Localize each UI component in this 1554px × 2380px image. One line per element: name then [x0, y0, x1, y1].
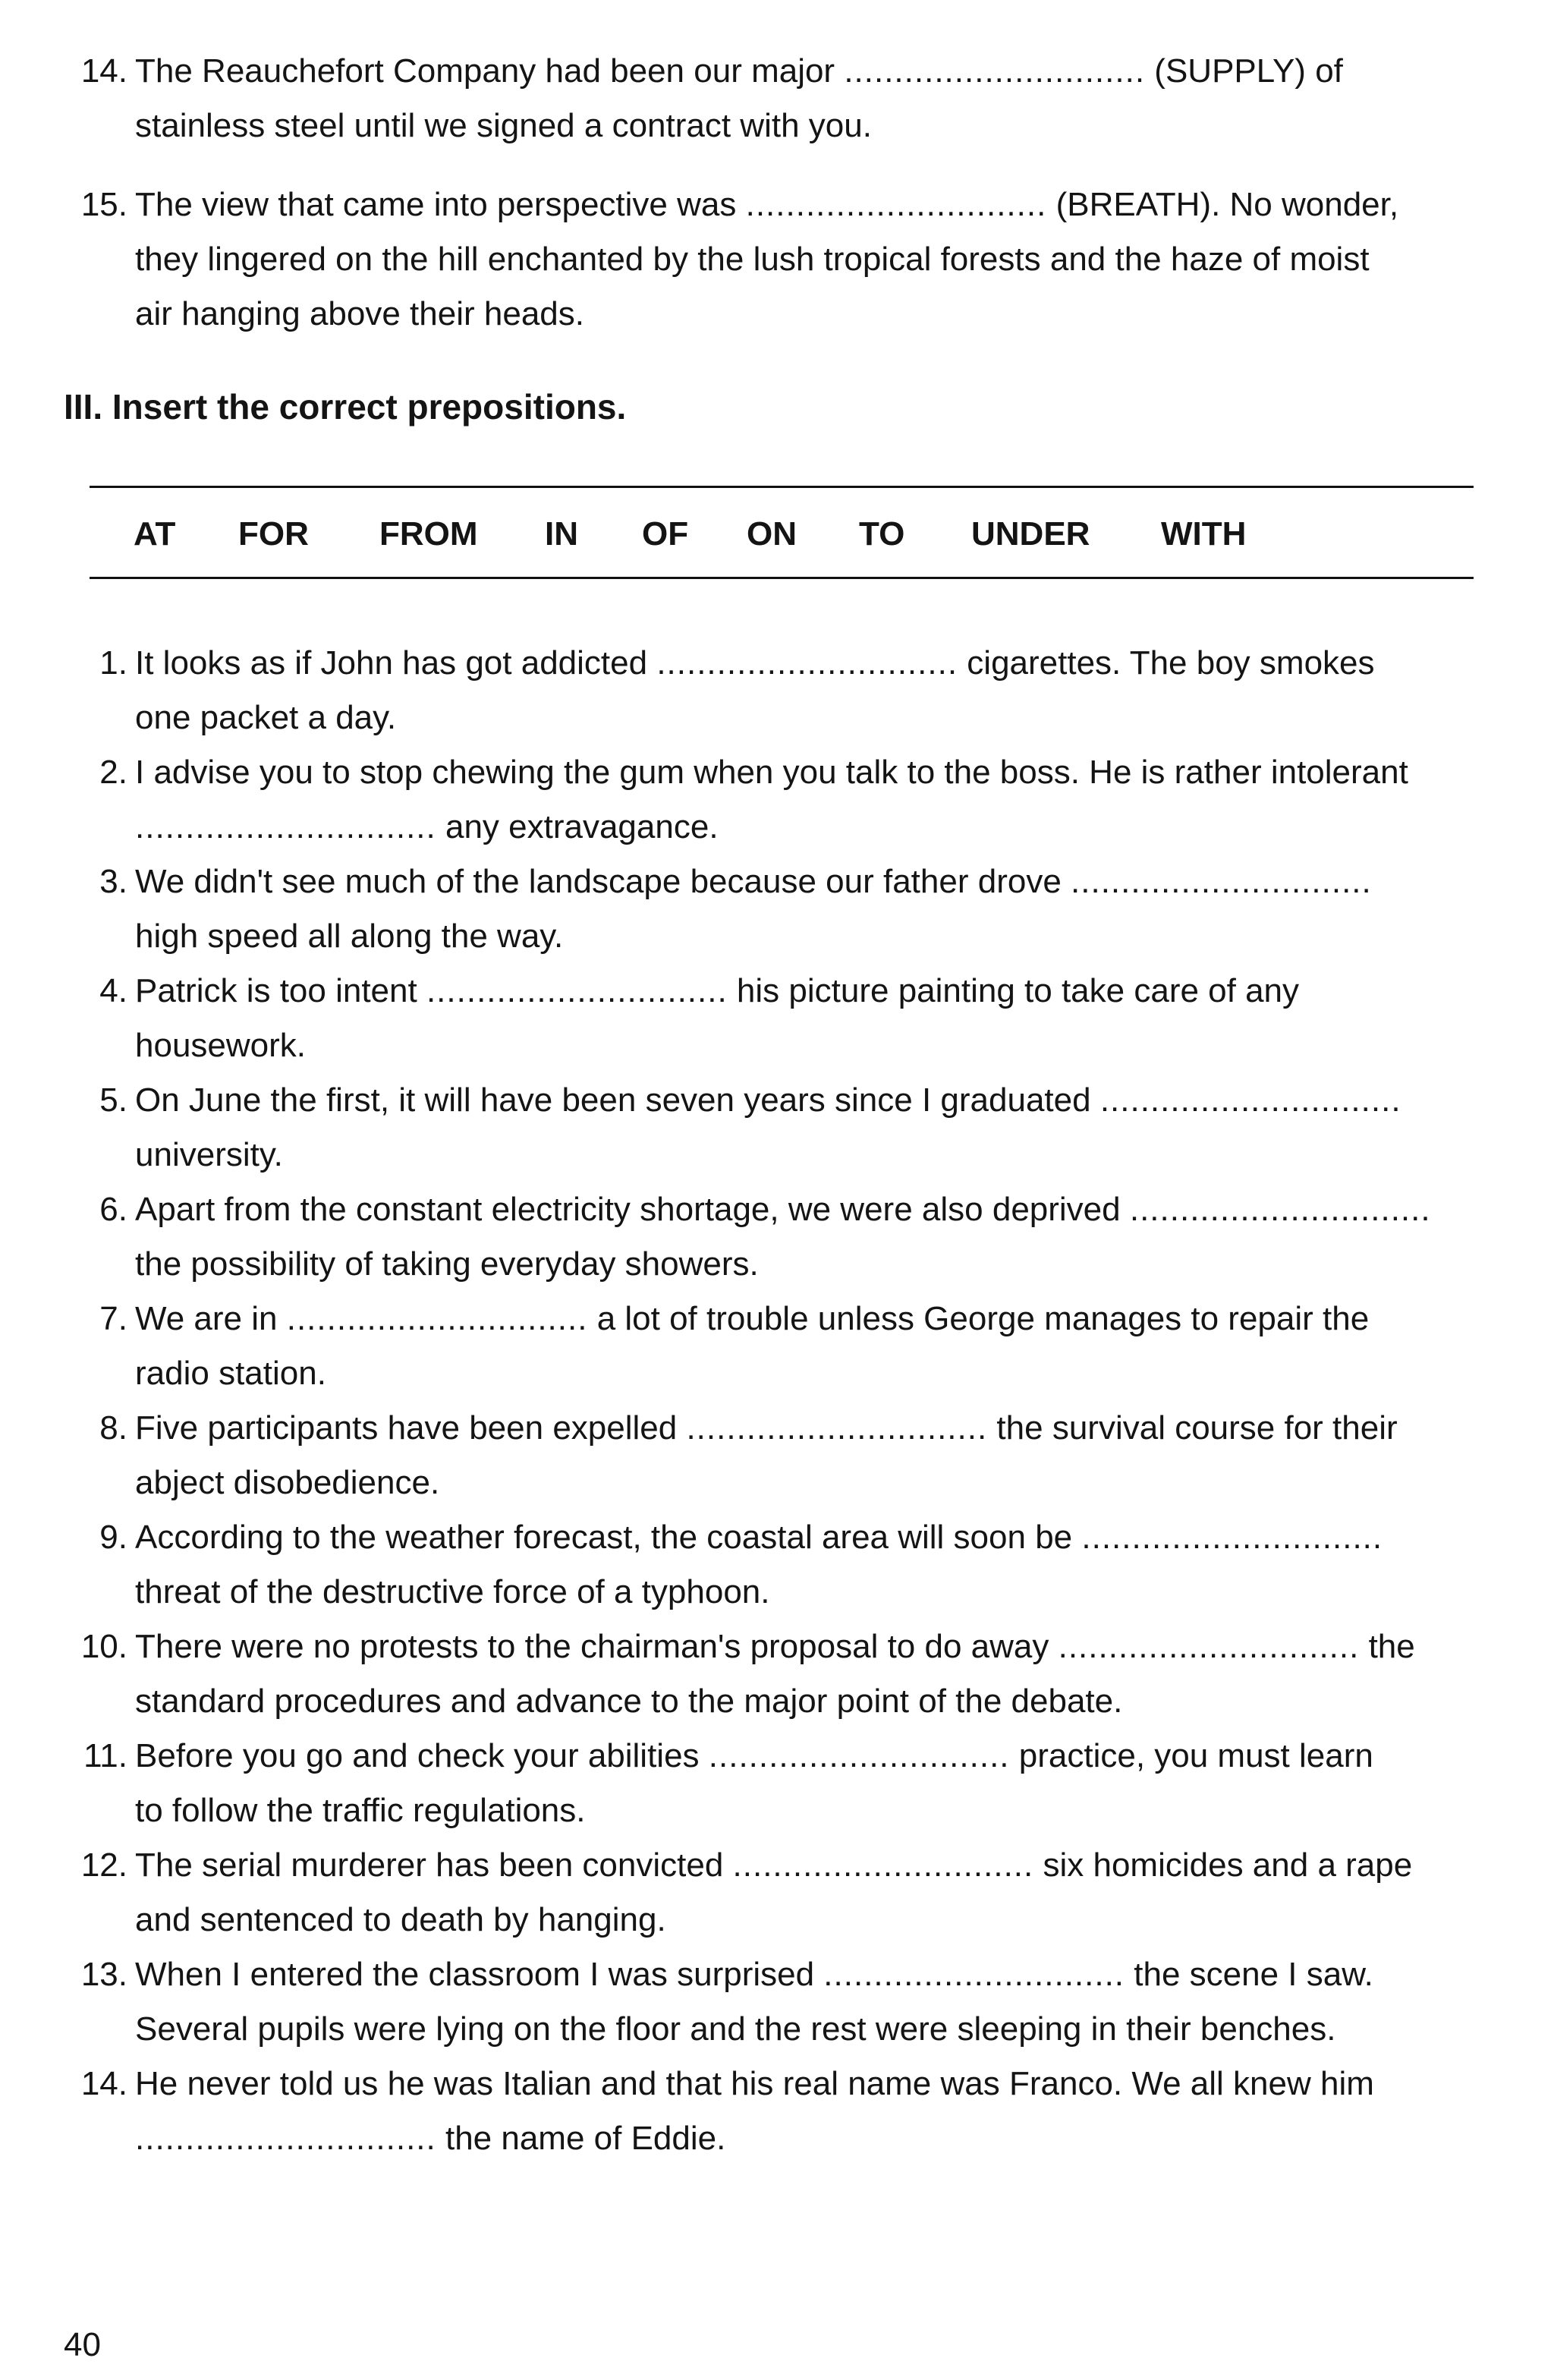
item-line — [135, 2002, 1505, 2057]
exercise-item — [64, 1401, 1505, 1510]
item-text — [135, 1510, 1505, 1620]
item-number: 4. — [99, 972, 127, 1009]
text-segment: the survival course for their — [987, 1409, 1398, 1447]
exercise-item — [64, 1182, 1505, 1292]
text-segment: When I entered the classroom I was surprised — [135, 1956, 824, 1993]
text-segment: the name of Eddie. — [436, 2120, 726, 2157]
item-text — [135, 745, 1505, 855]
text-segment: abject disobedience. — [135, 1464, 440, 1501]
text-segment: Patrick is too intent — [135, 972, 426, 1009]
exercise-item — [64, 964, 1505, 1073]
item-line — [135, 1182, 1505, 1237]
answer-blank[interactable]: .............................. — [745, 186, 1047, 223]
item-line — [135, 99, 1505, 153]
text-segment: radio station. — [135, 1355, 326, 1392]
answer-blank[interactable]: .............................. — [135, 2120, 436, 2157]
exercise-item — [64, 1729, 1505, 1838]
item-number: 2. — [99, 754, 127, 791]
item-text — [135, 1620, 1505, 1729]
item-line — [135, 1128, 1505, 1182]
item-text — [135, 1182, 1505, 1292]
item-line — [135, 1292, 1505, 1346]
text-segment: Several pupils were lying on the floor and the rest were sleeping in their benches. — [135, 2010, 1336, 2048]
word-bank-item: OF — [642, 515, 689, 552]
item-number: 5. — [99, 1081, 127, 1119]
item-line — [135, 1620, 1505, 1674]
item-line — [135, 178, 1505, 232]
word-bank-item: TO — [859, 515, 905, 552]
text-segment: The serial murderer has been convicted — [135, 1846, 733, 1884]
word-bank-item: FROM — [379, 515, 478, 552]
answer-blank[interactable]: .............................. — [426, 972, 728, 1009]
exercise-item — [64, 1292, 1505, 1401]
item-line — [135, 1674, 1505, 1729]
item-number: 6. — [99, 1191, 127, 1228]
word-bank-item: FOR — [238, 515, 309, 552]
text-segment: stainless steel until we signed a contract with you. — [135, 107, 872, 144]
item-line — [135, 1510, 1505, 1565]
word-bank-item: WITH — [1161, 515, 1247, 552]
text-segment: On June the first, it will have been seven years since I graduated — [135, 1081, 1100, 1119]
item-line — [135, 1346, 1505, 1401]
text-segment: There were no protests to the chairman's proposal to do away — [135, 1628, 1059, 1665]
text-segment: The view that came into perspective was — [135, 186, 746, 223]
item-line — [135, 1073, 1505, 1128]
item-number: 8. — [99, 1409, 127, 1447]
text-segment: We didn't see much of the landscape because our father drove — [135, 863, 1071, 900]
item-text — [135, 178, 1505, 342]
text-segment: According to the weather forecast, the coastal area will soon be — [135, 1519, 1082, 1556]
item-line — [135, 287, 1505, 342]
text-segment: the possibility of taking everyday showers. — [135, 1245, 759, 1283]
item-number: 15. — [80, 186, 127, 223]
item-line — [135, 800, 1505, 855]
item-line — [135, 1947, 1505, 2002]
exercise-item — [64, 2057, 1505, 2166]
exercise-item — [64, 1510, 1505, 1620]
item-line — [135, 964, 1505, 1018]
text-segment: to follow the traffic regulations. — [135, 1792, 586, 1829]
item-line — [135, 1018, 1505, 1073]
item-line — [135, 855, 1505, 909]
item-text — [135, 964, 1505, 1073]
item-number: 3. — [99, 863, 127, 900]
item-number: 11. — [83, 1737, 127, 1774]
answer-blank[interactable]: .............................. — [732, 1846, 1034, 1884]
word-bank-item: ON — [747, 515, 797, 552]
item-text — [135, 1729, 1505, 1838]
item-line — [135, 909, 1505, 964]
exercise-item — [64, 178, 1505, 342]
item-text — [135, 1073, 1505, 1182]
word-bank-item: UNDER — [971, 515, 1090, 552]
exercise-item — [64, 1947, 1505, 2057]
text-segment: air hanging above their heads. — [135, 295, 584, 332]
answer-blank[interactable]: .............................. — [708, 1737, 1010, 1774]
item-number: 9. — [99, 1519, 127, 1556]
answer-blank[interactable]: .............................. — [823, 1956, 1125, 1993]
item-line — [135, 691, 1505, 745]
exercise-item — [64, 745, 1505, 855]
item-line — [135, 1565, 1505, 1620]
word-bank-item: AT — [134, 515, 176, 552]
item-number: 14. — [80, 2065, 127, 2102]
exercise-item — [64, 636, 1505, 745]
page-number: 40 — [64, 2326, 101, 2363]
answer-blank[interactable]: .............................. — [1071, 863, 1372, 900]
item-text — [135, 1947, 1505, 2057]
text-segment: and sentenced to death by hanging. — [135, 1901, 666, 1938]
text-segment: threat of the destructive force of a typhoon. — [135, 1573, 770, 1610]
item-text — [135, 2057, 1505, 2166]
item-line — [135, 1783, 1505, 1838]
text-segment: (SUPPLY) of — [1145, 52, 1343, 90]
text-segment: We are in — [135, 1300, 287, 1337]
exercise-item — [64, 44, 1505, 153]
word-bank-item: IN — [545, 515, 578, 552]
text-segment: It looks as if John has got addicted — [135, 644, 657, 682]
item-line — [135, 745, 1505, 800]
text-segment: cigarettes. The boy smokes — [958, 644, 1375, 682]
item-text — [135, 44, 1505, 153]
item-line — [135, 1893, 1505, 1947]
item-number: 13. — [80, 1956, 127, 1993]
text-segment: standard procedures and advance to the major point of the debate. — [135, 1683, 1123, 1720]
text-segment: He never told us he was Italian and that his real name was Franco. We all knew him — [135, 2065, 1374, 2102]
word-bank — [90, 507, 1474, 562]
item-text — [135, 1838, 1505, 1947]
answer-blank[interactable]: .............................. — [686, 1409, 988, 1447]
item-number: 1. — [99, 644, 127, 682]
text-segment: his picture painting to take care of any — [727, 972, 1300, 1009]
text-segment: any extravagance. — [436, 808, 719, 845]
text-segment: a lot of trouble unless George manages to repair the — [587, 1300, 1370, 1337]
answer-blank[interactable]: .............................. — [1099, 1081, 1401, 1119]
exercise-item — [64, 1620, 1505, 1729]
text-segment: one packet a day. — [135, 699, 397, 736]
answer-blank[interactable]: .............................. — [844, 52, 1146, 90]
answer-blank[interactable]: .............................. — [135, 808, 436, 845]
text-segment: I advise you to stop chewing the gum when you talk to the boss. He is rather intolerant — [135, 754, 1408, 791]
text-segment: they lingered on the hill enchanted by the lush tropical forests and the haze of moist — [135, 241, 1370, 278]
answer-blank[interactable]: .............................. — [286, 1300, 588, 1337]
item-line — [135, 1401, 1505, 1456]
text-segment: (BREATH). No wonder, — [1046, 186, 1399, 223]
text-segment: Five participants have been expelled — [135, 1409, 687, 1447]
text-segment: Before you go and check your abilities — [135, 1737, 709, 1774]
item-line — [135, 44, 1505, 99]
item-line — [135, 2111, 1505, 2166]
exercise-item — [64, 1838, 1505, 1947]
item-line — [135, 1237, 1505, 1292]
text-segment: high speed all along the way. — [135, 918, 564, 955]
item-number: 10. — [80, 1628, 127, 1665]
item-line — [135, 1838, 1505, 1893]
text-segment: practice, you must learn — [1009, 1737, 1373, 1774]
item-line — [135, 1456, 1505, 1510]
answer-blank[interactable]: .............................. — [1058, 1628, 1360, 1665]
item-line — [135, 636, 1505, 691]
exercise-item — [64, 1073, 1505, 1182]
section-heading: III. Insert the correct prepositions. — [64, 387, 627, 427]
text-segment: the scene I saw. — [1125, 1956, 1373, 1993]
item-text — [135, 855, 1505, 964]
item-line — [135, 1729, 1505, 1783]
text-segment: housework. — [135, 1027, 307, 1064]
item-number: 7. — [99, 1300, 127, 1337]
answer-blank[interactable]: .............................. — [1129, 1191, 1431, 1228]
text-segment: The Reauchefort Company had been our major — [135, 52, 845, 90]
answer-blank[interactable]: .............................. — [1081, 1519, 1383, 1556]
text-segment: the — [1359, 1628, 1415, 1665]
item-line — [135, 232, 1505, 287]
item-text — [135, 1292, 1505, 1401]
item-number: 12. — [80, 1846, 127, 1884]
text-segment: Apart from the constant electricity shortage, we were also deprived — [135, 1191, 1130, 1228]
word-bank-bottom-rule — [90, 577, 1474, 579]
text-segment: university. — [135, 1136, 283, 1173]
item-text — [135, 1401, 1505, 1510]
word-bank-top-rule — [90, 486, 1474, 488]
item-line — [135, 2057, 1505, 2111]
text-segment: six homicides and a rape — [1033, 1846, 1413, 1884]
exercise-item — [64, 855, 1505, 964]
answer-blank[interactable]: .............................. — [656, 644, 958, 682]
item-number: 14. — [80, 52, 127, 90]
item-text — [135, 636, 1505, 745]
